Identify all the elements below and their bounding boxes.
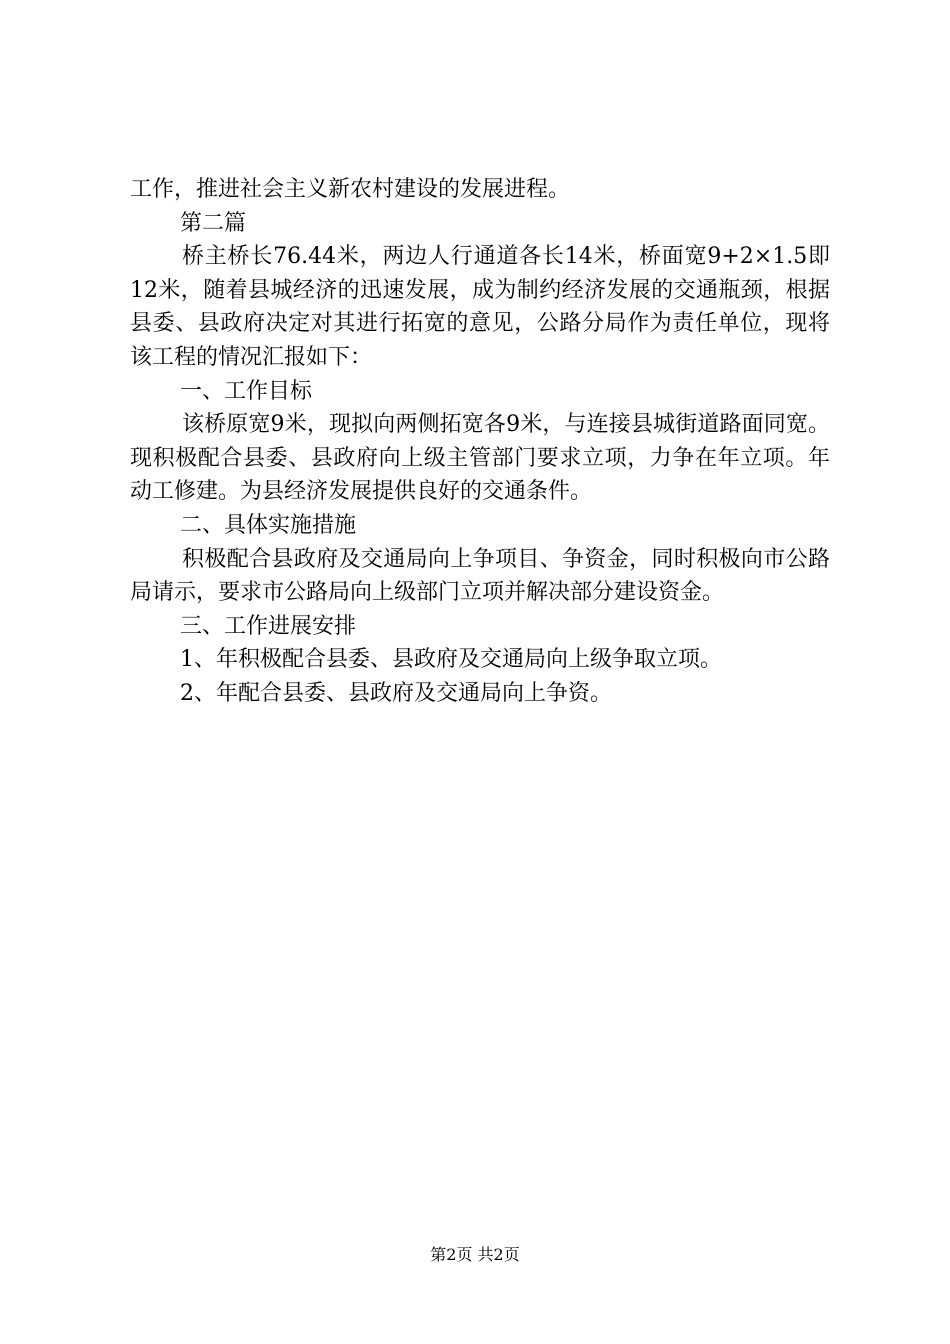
- heading-implementation-measures: 二、具体实施措施: [180, 512, 357, 538]
- paragraph-implementation-measures: 积极配合县政府及交通局向上争项目、争资金，同时积极向市公路局请示，要求市公路局向上级部门立项并解决部分建设资金。: [130, 546, 830, 606]
- paragraph-work-goals: 该桥原宽9米，现拟向两侧拓宽各9米，与连接县城街道路面同宽。现积极配合县委、县政府向上级主管部门要求立项，力争在年立项。年动工修建。为县经济发展提供良好的交通条件。: [130, 412, 830, 505]
- list-item-1: 1、年积极配合县委、县政府及交通局向上级争取立项。: [180, 647, 722, 673]
- heading-work-goals: 一、工作目标: [180, 378, 313, 404]
- paragraph-continuation: 工作，推进社会主义新农村建设的发展进程。: [130, 177, 571, 202]
- section-heading-part-two: 第二篇: [180, 210, 247, 236]
- page-number-footer: 第2页 共2页: [430, 1245, 520, 1264]
- list-item-2: 2、年配合县委、县政府及交通局向上争资。: [180, 680, 612, 706]
- paragraph-bridge-overview: 桥主桥长76.44米，两边人行通道各长14米，桥面宽9+2×1.5即12米，随着县城经济的迅速发展，成为制约经济发展的交通瓶颈，根据县委、县政府决定对其进行拓宽的意见，公路分局作为责任单位，现将该工程的情况汇报如下：: [130, 244, 830, 370]
- document-body: [130, 173, 830, 711]
- heading-progress-arrangement: 三、工作进展安排: [180, 613, 357, 639]
